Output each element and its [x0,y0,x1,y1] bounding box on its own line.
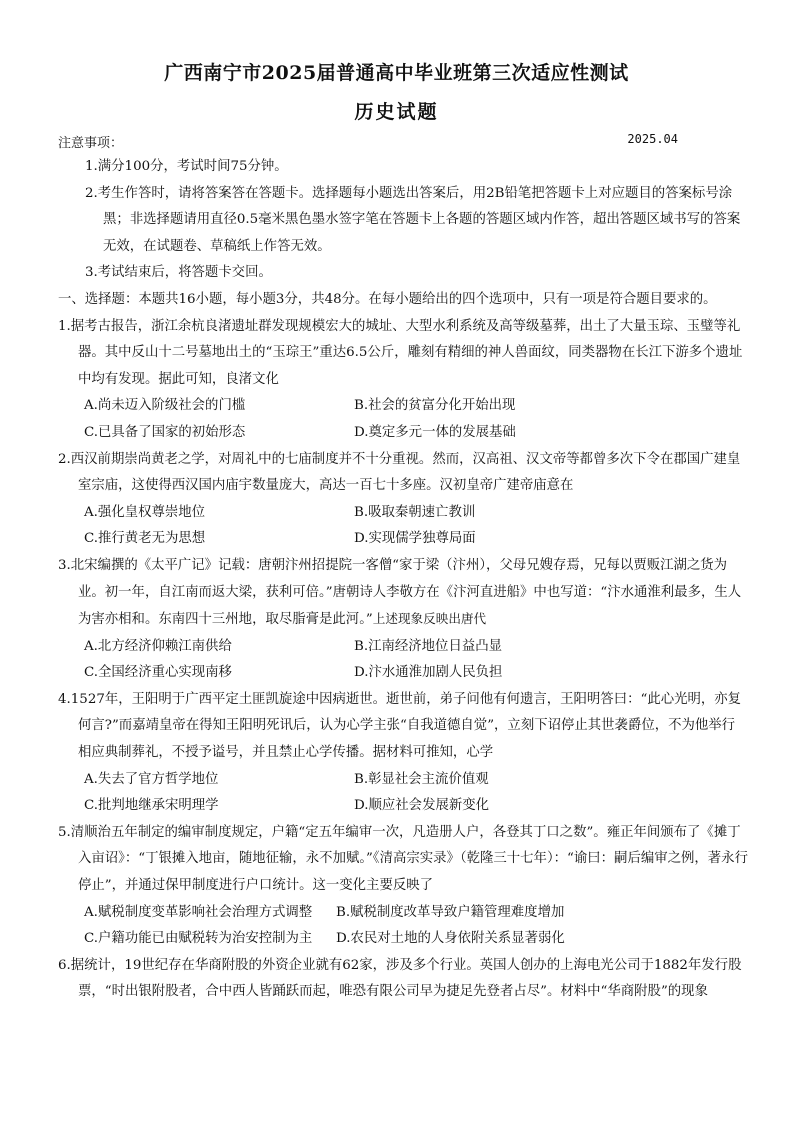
question-3-option-d: D.汴水通淮加剧人民负担 [354,665,503,681]
question-5-option-c: C.户籍功能已由赋税转为治安控制为主 [84,931,313,947]
question-5-option-b: B.赋税制度改革导致户籍管理难度增加 [336,904,565,920]
question-4-option-c: C.批判地继承宋明理学 [84,798,219,814]
question-3-stem [58,553,748,634]
question-5-option-a: A.赋税制度变革影响社会治理方式调整 [84,904,313,920]
exam-subtitle: 历史试题 [354,101,439,123]
question-2-option-d: D.实现儒学独尊局面 [354,531,476,547]
question-5-stem: 5.清顺治五年制定的编审制度规定，户籍“定五年编审一次，凡造册人户，各登其丁口之数”。雍正年间颁布了《摊丁入亩诏》：“丁银摊入地亩，随地征输，永不加赋。”《清高宗实录》（乾隆三十七年）：“谕曰：嗣后编审之例，著永行停止”，并通过保甲制度进行户口统计。这一变化主要反映了 [58,824,748,894]
question-5-option-d: D.农民对土地的人身依附关系显著弱化 [336,931,565,947]
question-2-option-a: A.强化皇权尊崇地位 [84,504,206,520]
question-2-options-row-2 [58,526,748,553]
question-3-option-b: B.江南经济地位日益凸显 [354,638,503,654]
question-1-option-a: A.尚未迈入阶级社会的门槛 [84,398,246,414]
question-3-option-a: A.北方经济仰赖江南供给 [84,638,232,654]
question-1-options-row-2 [58,420,748,447]
question-2-stem: 2.西汉前期崇尚黄老之学，对周礼中的七庙制度并不十分重视。然而，汉高祖、汉文帝等都曾多次下令在郡国广建皇室宗庙，这使得西汉国内庙宇数量庞大，高达一百七十多座。汉初皇帝广建帝庙意在 [58,451,741,494]
question-2-option-c: C.推行黄老无为思想 [84,531,206,547]
notice-item-3: 3.考试结束后，将答题卡交回。 [85,265,272,281]
notice-header-row [58,132,678,152]
question-5-options-row-2 [58,926,748,953]
question-4-option-b: B.彰显社会主流价值观 [354,771,489,787]
question-3-stem-main: 3.北宋编撰的《太平广记》记载：唐朝汴州招提院一客僧“家于梁（汴州），父母兄嫂存焉，兄每以贾贩江湖之货为业。初一年，自江南而返大梁，获利可倍。”唐朝诗人李敬方在《汴河直进船》中也写道：“汴水通淮利最多，生人为害亦相和。东南四十三州地，取尽脂膏是此河。” [58,557,742,628]
exam-content [58,154,748,1006]
notice-label: 注意事项： [58,136,124,151]
question-1-options-row-1 [58,393,748,420]
question-6-stem: 6.据统计，19世纪存在华商附股的外资企业就有62家，涉及多个行业。英国人创办的上海电光公司于1882年发行股票，“时出银附股者，合中西人皆踊跃而起，唯恐有限公司早为捷足先登者占尽”。材料中“华商附股”的现象 [58,957,742,1000]
question-3-option-c: C.全国经济重心实现南移 [84,665,232,681]
question-5-options-row-1 [58,900,748,927]
question-4-option-a: A.失去了官方哲学地位 [84,771,219,787]
question-2-option-b: B.吸取秦朝速亡教训 [354,504,476,520]
exam-title: 广西南宁市2025届普通高中毕业班第三次适应性测试 [164,62,629,84]
question-1-option-c: C.已具备了国家的初始形态 [84,424,246,440]
question-3-options-row-2 [58,660,748,687]
question-4-stem: 4.1527年，王阳明于广西平定土匪凯旋途中因病逝世。逝世前，弟子问他有何遗言，王阳明答曰：“此心光明，亦复何言?”而嘉靖皇帝在得知王阳明死讯后，认为心学主张“自我道德自觉”，立刻下诏停止其世袭爵位，不为他举行相应典制葬礼，不授予谥号，并且禁止心学传播。据材料可推知，心学 [58,691,742,761]
question-3-options-row-1 [58,634,748,661]
section-heading: 一、选择题：本题共16小题，每小题3分，共48分。在每小题给出的四个选项中，只有一项是符合题目要求的。 [58,291,717,307]
question-4-option-d: D.顺应社会发展新变化 [354,798,490,814]
exam-date: 2025.04 [627,132,678,146]
question-2-options-row-1 [58,500,748,527]
question-1-stem: 1.据考古报告，浙江余杭良渚遗址群发现规模宏大的城址、大型水利系统及高等级墓葬，出土了大量玉琮、玉璧等礼器。其中反山十二号墓地出土的“玉琮王”重达6.5公斤，雕刻有精细的神人兽面纹，同类器物在长江下游多个遗址中均有发现。据此可知，良渚文化 [58,318,743,387]
question-1-option-b: B.社会的贫富分化开始出现 [354,398,516,414]
notice-item-2: 2.考生作答时，请将答案答在答题卡。选择题每小题选出答案后，用2B铅笔把答题卡上对应题目的答案标号涂黑；非选择题请用直径0.5毫米黑色墨水签字笔在答题卡上各题的答题区域内作答，超出答题区域书写的答案无效，在试题卷、草稿纸上作答无效。 [85,185,741,254]
question-1-option-d: D.奠定多元一体的发展基础 [354,424,516,440]
question-4-options-row-2 [58,793,748,820]
question-4-options-row-1 [58,767,748,794]
question-3-stem-tail: 上述现象反映出唐代 [372,611,487,627]
notice-item-1: 1.满分100分，考试时间75分钟。 [85,159,288,174]
